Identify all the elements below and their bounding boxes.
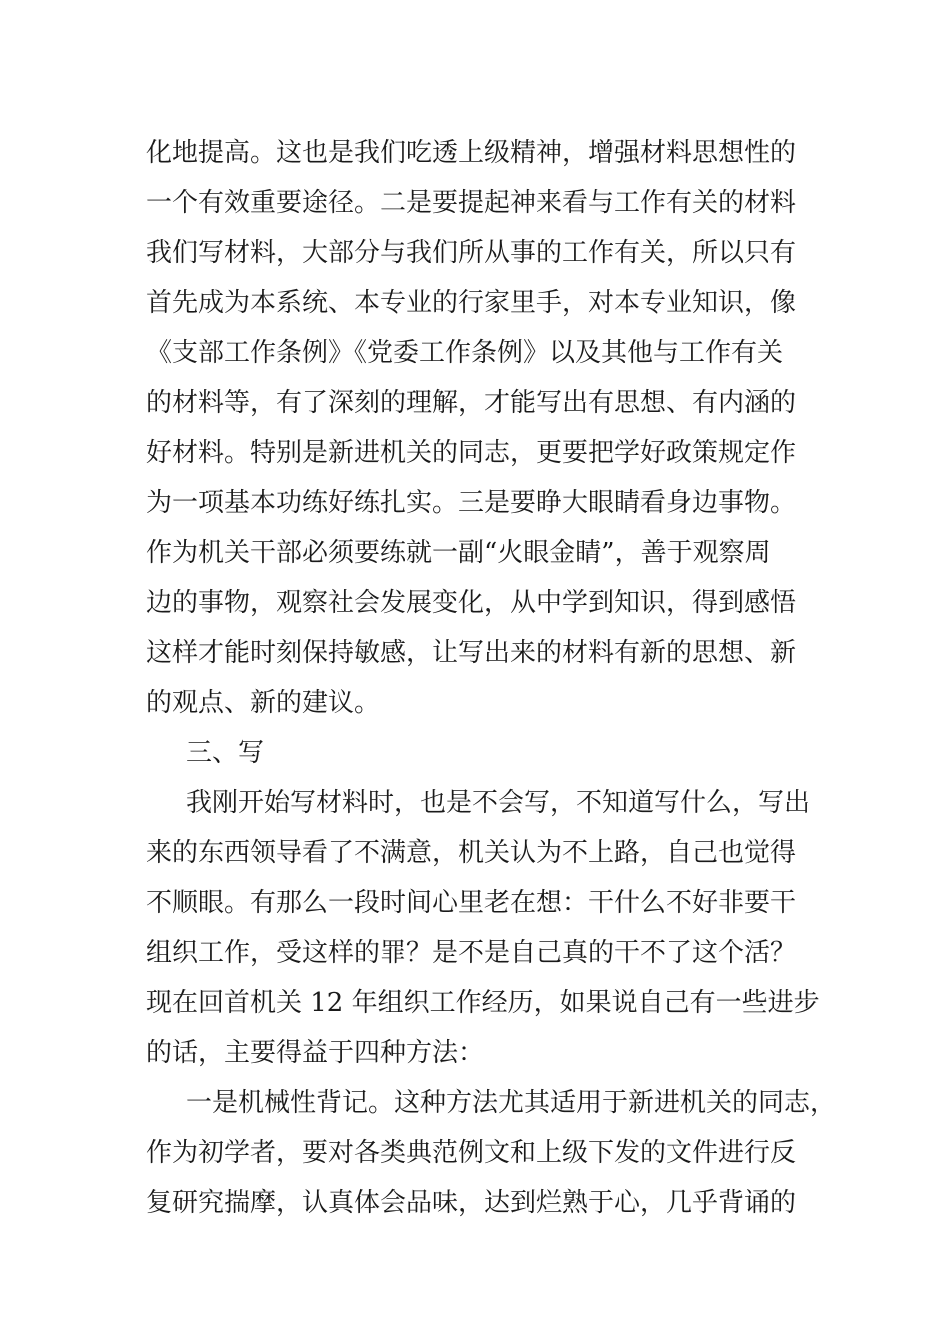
text-line: 现在回首机关 12 年组织工作经历，如果说自己有一些进步	[146, 988, 820, 1018]
text-line: 复研究揣摩，认真体会品味，达到烂熟于心，几乎背诵的	[146, 1188, 797, 1218]
text-line: 来的东西领导看了不满意，机关认为不上路，自己也觉得	[146, 838, 797, 868]
text-line: 一个有效重要途径。二是要提起神来看与工作有关的材料	[146, 188, 797, 218]
text-line: 化地提高。这也是我们吃透上级精神，增强材料思想性的	[146, 138, 797, 168]
text-line: 边的事物，观察社会发展变化，从中学到知识，得到感悟	[146, 588, 797, 618]
text-line: 这样才能时刻保持敏感，让写出来的材料有新的思想、新	[146, 638, 797, 668]
text-line: 作为机关干部必须要练就一副“火眼金睛”，善于观察周	[146, 538, 771, 568]
text-line: 作为初学者，要对各类典范例文和上级下发的文件进行反	[146, 1138, 797, 1168]
text-line: 的材料等，有了深刻的理解，才能写出有思想、有内涵的	[146, 388, 797, 418]
text-line: 组织工作，受这样的罪？是不是自己真的干不了这个活？	[146, 938, 797, 968]
text-line: 首先成为本系统、本专业的行家里手，对本专业知识，像	[146, 288, 797, 318]
text-line: 的观点、新的建议。	[146, 688, 381, 718]
text-line: 的话，主要得益于四种方法：	[146, 1038, 485, 1068]
text-line: 为一项基本功练好练扎实。三是要睁大眼睛看身边事物。	[146, 488, 797, 518]
text-line: 我们写材料，大部分与我们所从事的工作有关，所以只有	[146, 238, 797, 268]
text-line: 不顺眼。有那么一段时间心里老在想：干什么不好非要干	[146, 888, 797, 918]
paragraph-first-line: 一是机械性背记。这种方法尤其适用于新进机关的同志，	[186, 1088, 837, 1118]
paragraph-first-line: 我刚开始写材料时，也是不会写，不知道写什么，写出	[186, 788, 811, 818]
section-heading: 三、写	[186, 738, 265, 768]
document-body	[146, 128, 837, 1228]
text-line: 《支部工作条例》《党委工作条例》以及其他与工作有关	[146, 338, 784, 368]
text-line: 好材料。特别是新进机关的同志，更要把学好政策规定作	[146, 438, 797, 468]
